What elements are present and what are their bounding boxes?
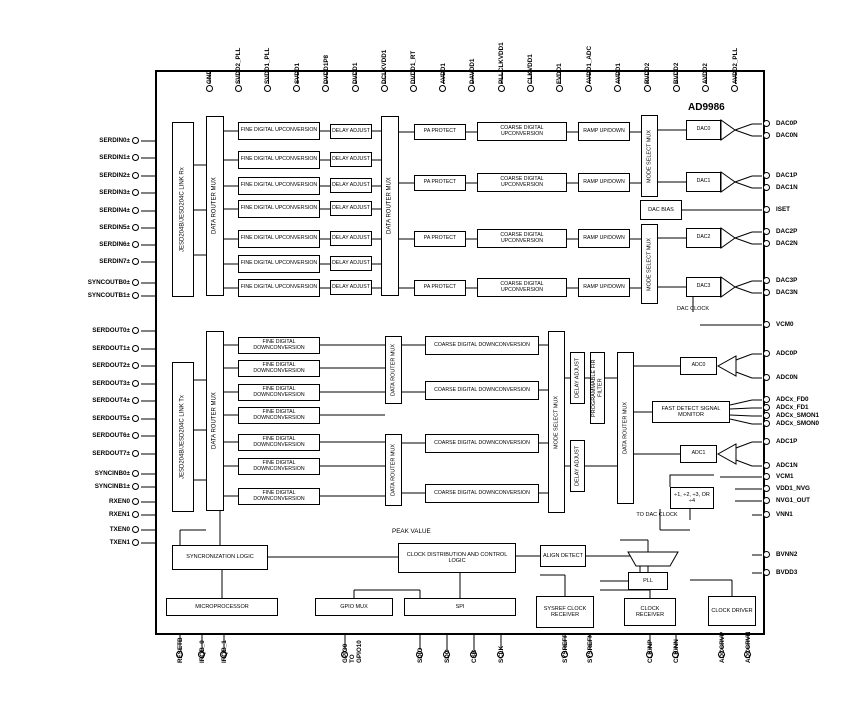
block-fine-downconversion-3: FINE DIGITAL DOWNCONVERSION [238,407,320,424]
pin-label-left-3: SERDIN3± [99,189,130,196]
block-coarse-upconversion-2: COARSE DIGITAL UPCONVERSION [477,229,567,248]
block-mode-select-mux-tx2: MODE SELECT MUX [641,224,658,304]
pin-top-3 [293,85,300,92]
pin-label-left-22: TXEN0 [109,526,130,533]
block-coarse-downconversion-0: COARSE DIGITAL DOWNCONVERSION [425,336,539,355]
block-delay-adjust-6: DELAY ADJUST [330,280,372,295]
block-dac2: DAC2 [686,228,721,248]
pin-label-left-12: SERDOUT2± [92,362,130,369]
pin-label-top-12: FVDD1 [556,63,564,84]
block-mode-select-mux-tx1: MODE SELECT MUX [641,115,658,197]
pin-top-17 [702,85,709,92]
block-pll: PLL [628,572,668,590]
pin-label-right-10: ADC0P [776,350,798,357]
pin-top-11 [527,85,534,92]
block-delay-adjust-5: DELAY ADJUST [330,256,372,271]
block-synchronization-logic: SYNCRONIZATION LOGIC [172,545,268,570]
block-dac0: DAC0 [686,120,721,140]
block-data-router-mux-tx1: DATA ROUTER MUX [206,116,224,296]
pin-label-bottom-8: SYSREFP [562,633,569,663]
pin-left-15 [132,415,139,422]
pin-right-0 [763,120,770,127]
pin-label-top-18: AVDD2_PLL [731,47,739,84]
pin-right-16 [763,438,770,445]
block-delay-adjust-4: DELAY ADJUST [330,231,372,246]
block-clock-driver: CLOCK DRIVER [708,596,756,626]
pin-label-right-11: ADC0N [776,374,798,381]
pin-right-9 [763,321,770,328]
pin-label-top-0: GND [206,70,213,84]
block-align-detect: ALIGN DETECT [540,545,586,567]
block-data-router-mux-rx3: DATA ROUTER MUX [385,434,402,506]
pin-label-left-10: SERDOUT0± [92,327,130,334]
pin-label-bottom-12: ADCCRVP [719,631,726,663]
pin-left-16 [132,432,139,439]
pin-label-right-4: ISET [776,206,790,213]
pin-top-2 [264,85,271,92]
pin-label-top-4: DVDD1P8 [322,54,330,84]
block-coarse-downconversion-2: COARSE DIGITAL DOWNCONVERSION [425,434,539,453]
pin-top-15 [644,85,651,92]
pin-right-5 [763,228,770,235]
pin-label-right-9: VCM0 [776,321,794,328]
pin-label-left-23: TXEN1 [109,539,130,546]
pin-label-bottom-0: RESETB [177,637,184,663]
pin-label-left-21: RXEN1 [109,511,130,518]
pin-top-7 [410,85,417,92]
block-ramp-2: RAMP UP/DOWN [578,229,630,248]
pin-label-left-16: SERDOUT6± [92,432,130,439]
block-clock-divider: ÷1, ÷2, ÷3, OR ÷4 [670,487,714,509]
pin-right-17 [763,462,770,469]
pin-left-23 [132,539,139,546]
pin-right-23 [763,569,770,576]
pin-label-bottom-4: SDIO [417,647,424,663]
pin-label-left-6: SERDIN6± [99,241,130,248]
pin-top-16 [673,85,680,92]
block-pa-protect-2: PA PROTECT [414,231,466,247]
block-fine-upconversion-0: FINE DIGITAL UPCONVERSION [238,122,320,140]
pin-left-11 [132,345,139,352]
pin-label-right-18: VCM1 [776,473,794,480]
pin-label-left-20: RXEN0 [109,498,130,505]
pin-top-8 [439,85,446,92]
block-fine-upconversion-1: FINE DIGITAL UPCONVERSION [238,151,320,169]
pin-top-0 [206,85,213,92]
pin-left-12 [132,362,139,369]
pin-left-10 [132,327,139,334]
pin-label-top-16: BVDD2 [673,62,681,84]
pin-left-18 [132,470,139,477]
block-clock-receiver: CLOCK RECEIVER [624,598,676,626]
block-data-router-mux-rx1: DATA ROUTER MUX [206,331,224,511]
block-ramp-1: RAMP UP/DOWN [578,173,630,192]
pin-label-left-13: SERDOUT3± [92,380,130,387]
block-data-router-mux-rx2: DATA ROUTER MUX [385,336,402,404]
block-fine-downconversion-0: FINE DIGITAL DOWNCONVERSION [238,337,320,354]
block-spi: SPI [404,598,516,616]
block-data-router-mux-rx4: DATA ROUTER MUX [617,352,634,504]
pin-left-21 [132,511,139,518]
pin-label-top-7: DVDD1_RT [410,50,418,84]
pin-label-left-1: SERDIN1± [99,154,130,161]
block-programmable-fir-filter: PROGRAMMABLE FIR FILTER [590,352,605,424]
block-coarse-upconversion-1: COARSE DIGITAL UPCONVERSION [477,173,567,192]
block-microprocessor: MICROPROCESSOR [166,598,278,616]
pin-label-left-14: SERDOUT4± [92,397,130,404]
block-fine-downconversion-1: FINE DIGITAL DOWNCONVERSION [238,360,320,377]
pin-top-13 [585,85,592,92]
pin-label-top-1: SVDD2_PLL [235,47,243,84]
block-pa-protect-1: PA PROTECT [414,175,466,191]
pin-right-10 [763,350,770,357]
pin-label-right-12: ADCx_FD0 [776,396,809,403]
pin-label-left-7: SERDIN7± [99,258,130,265]
pin-label-top-6: DCLKVDD1 [381,49,389,84]
pin-label-right-6: DAC2N [776,240,798,247]
block-delay-adjust-0: DELAY ADJUST [330,124,372,139]
pin-label-top-2: SVDD1_PLL [264,47,272,84]
pin-left-20 [132,498,139,505]
pin-label-left-5: SERDIN5± [99,224,130,231]
pin-label-left-15: SERDOUT5± [92,415,130,422]
block-adc0: ADC0 [680,357,717,375]
pin-label-left-9: SYNCOUTB1± [87,292,130,299]
block-jesd-tx: JESD204B/JESD204C LINK Tx [172,362,194,512]
pin-label-right-21: VNN1 [776,511,793,518]
pin-label-left-11: SERDOUT1± [92,345,130,352]
pin-right-8 [763,289,770,296]
pin-top-12 [556,85,563,92]
block-ramp-3: RAMP UP/DOWN [578,278,630,297]
block-fine-downconversion-5: FINE DIGITAL DOWNCONVERSION [238,458,320,475]
block-clock-distribution: CLOCK DISTRIBUTION AND CONTROL LOGIC [398,543,516,573]
pin-left-1 [132,154,139,161]
pin-left-3 [132,189,139,196]
block-delay-adjust-rx1: DELAY ADJUST [570,440,585,492]
pin-label-right-5: DAC2P [776,228,798,235]
pin-top-4 [322,85,329,92]
pin-label-right-22: BVNN2 [776,551,798,558]
pin-right-21 [763,511,770,518]
pin-top-10 [498,85,505,92]
pin-left-6 [132,241,139,248]
block-fine-upconversion-3: FINE DIGITAL UPCONVERSION [238,200,320,218]
chip-name: AD9986 [688,102,725,113]
pin-left-9 [132,292,139,299]
pin-label-right-8: DAC3N [776,289,798,296]
label-dac-clock: DAC CLOCK [676,306,710,312]
pin-label-top-15: RVDD2 [644,62,651,84]
pin-label-bottom-5: SDO [444,649,451,663]
pin-label-left-18: SYNCINB0± [94,470,130,477]
pin-label-left-4: SERDIN4± [99,207,130,214]
block-fine-downconversion-4: FINE DIGITAL DOWNCONVERSION [238,434,320,451]
pin-label-top-14: AVDD1 [614,63,622,84]
block-fine-upconversion-5: FINE DIGITAL UPCONVERSION [238,255,320,273]
pin-label-bottom-9: SYSREFN [587,633,594,663]
pin-top-1 [235,85,242,92]
pin-label-right-13: ADCx_FD1 [776,404,809,411]
pin-label-top-3: SVDD1 [293,63,301,84]
pin-label-top-13: AVDD1_ADC [585,45,593,84]
block-pa-protect-3: PA PROTECT [414,280,466,296]
block-delay-adjust-1: DELAY ADJUST [330,152,372,167]
pin-right-3 [763,184,770,191]
block-delay-adjust-2: DELAY ADJUST [330,178,372,193]
pin-label-bottom-3: GPIO0 TO GPIO10 [342,640,364,663]
block-fine-downconversion-2: FINE DIGITAL DOWNCONVERSION [238,384,320,401]
block-mode-select-mux-rx: MODE SELECT MUX [548,331,565,513]
pin-label-right-7: DAC3P [776,277,798,284]
pin-right-1 [763,132,770,139]
block-pa-protect-0: PA PROTECT [414,124,466,140]
pin-label-right-14: ADCx_SMON1 [776,412,820,419]
pin-left-2 [132,172,139,179]
pin-left-17 [132,450,139,457]
pin-left-7 [132,258,139,265]
block-delay-adjust-3: DELAY ADJUST [330,201,372,216]
block-gpio-mux: GPIO MUX [315,598,393,616]
block-fine-upconversion-4: FINE DIGITAL UPCONVERSION [238,230,320,248]
pin-label-bottom-10: CLKINP [647,639,654,663]
pin-label-right-15: ADCx_SMON0 [776,420,820,427]
pin-right-15 [763,420,770,427]
pin-top-14 [614,85,621,92]
block-fast-detect-signal-monitor: FAST DETECT SIGNAL MONITOR [652,401,730,423]
block-dac1: DAC1 [686,172,721,192]
pin-label-bottom-13: ADCCRVN [745,631,752,663]
block-data-router-mux-tx2: DATA ROUTER MUX [381,116,399,296]
pin-label-right-1: DAC0N [776,132,798,139]
pin-label-left-19: SYNCINB1± [94,483,130,490]
pin-label-left-17: SERDOUT7± [92,450,130,457]
pin-label-right-3: DAC1N [776,184,798,191]
block-delay-adjust-rx0: DELAY ADJUST [570,352,585,404]
pin-label-left-2: SERDIN2± [99,172,130,179]
block-adc1: ADC1 [680,445,717,463]
block-jesd-rx: JESD204B/JESD204C LINK Rx [172,122,194,297]
pin-left-22 [132,526,139,533]
pin-label-top-5: DVDD1 [352,62,359,84]
pin-left-5 [132,224,139,231]
block-fine-upconversion-2: FINE DIGITAL UPCONVERSION [238,177,320,195]
pin-left-19 [132,483,139,490]
pin-left-8 [132,279,139,286]
pin-right-19 [763,485,770,492]
pin-right-11 [763,374,770,381]
pin-label-right-16: ADC1P [776,438,798,445]
pin-right-12 [763,396,770,403]
pin-left-4 [132,207,139,214]
pin-top-18 [731,85,738,92]
pin-left-14 [132,397,139,404]
pin-top-9 [468,85,475,92]
pin-label-bottom-1: IRQB_0 [199,640,206,663]
block-sysref-clock-receiver: SYSREF CLOCK RECEIVER [536,596,594,628]
pin-label-bottom-11: CLKINN [673,639,680,663]
pin-label-left-0: SERDIN0± [99,137,130,144]
pin-label-right-20: NVG1_OUT [776,497,810,504]
pin-label-right-19: VDD1_NVG [776,485,810,492]
pin-label-right-0: DAC0P [776,120,798,127]
pin-right-4 [763,206,770,213]
block-dac3: DAC3 [686,277,721,297]
pin-label-bottom-6: CSB [471,649,478,663]
pin-right-13 [763,404,770,411]
pin-right-14 [763,412,770,419]
pin-label-top-11: CLKVDD1 [527,54,535,84]
pin-top-5 [352,85,359,92]
pin-label-right-23: BVDD3 [776,569,798,576]
pin-right-2 [763,172,770,179]
pin-right-18 [763,473,770,480]
pin-label-top-10: PLLCLKVDD1 [498,42,505,84]
pin-left-13 [132,380,139,387]
pin-right-20 [763,497,770,504]
label-to-dac-clock: TO DAC CLOCK [636,512,678,518]
pin-label-bottom-7: SCLK [498,645,505,663]
pin-label-top-17: AVDD2 [702,63,710,84]
block-dac-bias: DAC BIAS [640,200,682,220]
pin-label-top-8: AVDD1 [439,63,447,84]
pin-top-6 [381,85,388,92]
block-fine-downconversion-6: FINE DIGITAL DOWNCONVERSION [238,488,320,505]
pin-left-0 [132,137,139,144]
block-coarse-downconversion-1: COARSE DIGITAL DOWNCONVERSION [425,381,539,400]
block-ramp-0: RAMP UP/DOWN [578,122,630,141]
pin-label-left-8: SYNCOUTB0± [87,279,130,286]
pin-right-22 [763,551,770,558]
pin-label-right-2: DAC1P [776,172,798,179]
pin-right-7 [763,277,770,284]
block-coarse-upconversion-3: COARSE DIGITAL UPCONVERSION [477,278,567,297]
pin-label-top-9: DAVDD1 [468,58,476,84]
block-fine-upconversion-6: FINE DIGITAL UPCONVERSION [238,279,320,297]
label-peak-value: PEAK VALUE [392,528,431,535]
pin-label-bottom-2: IRQB_1 [221,640,228,663]
pin-right-6 [763,240,770,247]
pin-label-right-17: ADC1N [776,462,798,469]
block-coarse-downconversion-3: COARSE DIGITAL DOWNCONVERSION [425,484,539,503]
block-coarse-upconversion-0: COARSE DIGITAL UPCONVERSION [477,122,567,141]
